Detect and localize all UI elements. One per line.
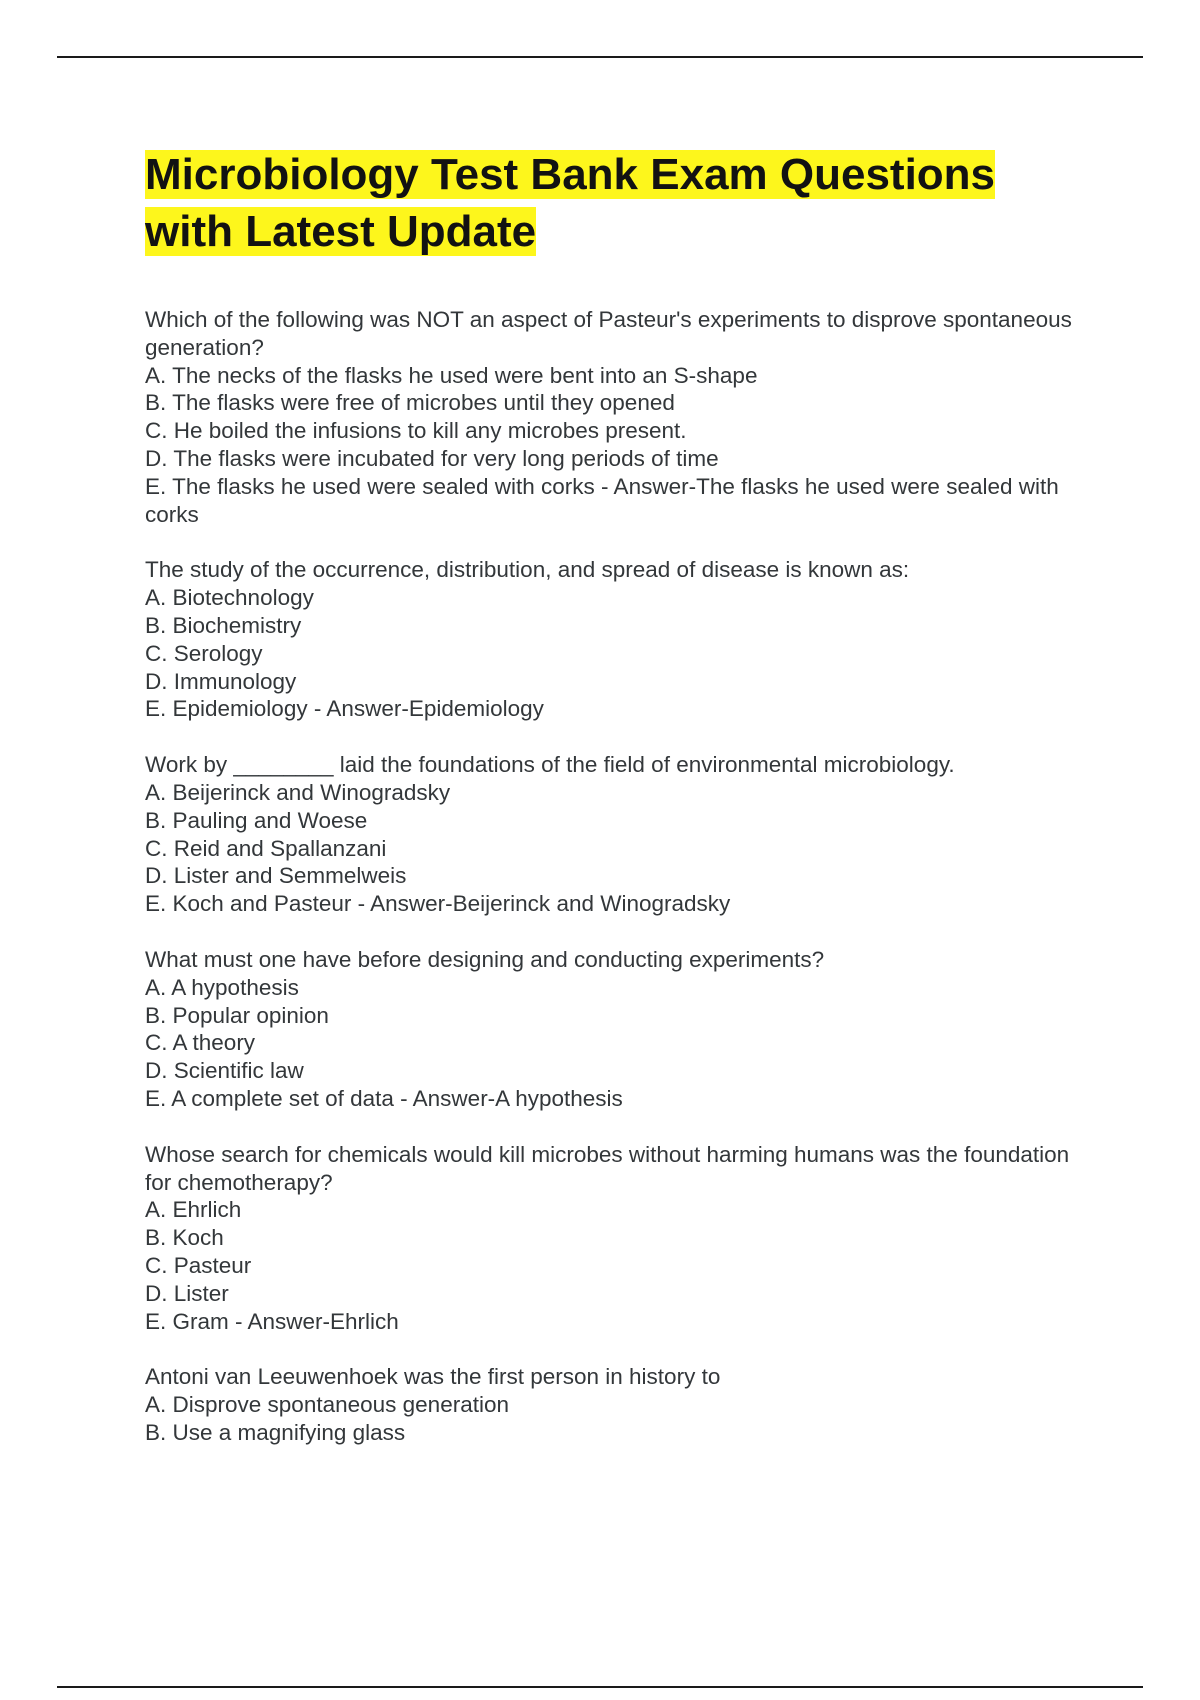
option-d: D. Lister and Semmelweis — [145, 863, 407, 889]
option-a: A. Disprove spontaneous generation — [145, 1392, 509, 1418]
option-b: B. Use a magnifying glass — [145, 1419, 406, 1445]
question-text: What must one have before designing and conducting experiments? — [145, 946, 825, 972]
option-e-answer: E. Koch and Pasteur - Answer-Beijerinck and Winogradsky — [145, 891, 731, 917]
question-text: Whose search for chemicals would kill microbes without harming humans was the foundation for chemotherapy? — [145, 1141, 1070, 1195]
option-d: D. Lister — [145, 1280, 229, 1306]
option-a: A. Beijerinck and Winogradsky — [145, 779, 451, 805]
document-body — [145, 146, 1095, 1447]
option-b: B. Koch — [145, 1225, 224, 1251]
option-e-answer: E. A complete set of data - Answer-A hypothesis — [145, 1085, 623, 1111]
question-text: The study of the occurrence, distribution, and spread of disease is known as: — [145, 557, 910, 583]
option-c: C. Reid and Spallanzani — [145, 835, 387, 861]
question-5 — [145, 1141, 1095, 1336]
question-4 — [145, 946, 1095, 1113]
option-c: C. He boiled the infusions to kill any microbes present. — [145, 418, 687, 444]
bottom-rule — [57, 1686, 1143, 1688]
option-a: A. Ehrlich — [145, 1197, 242, 1223]
top-rule — [57, 56, 1143, 58]
option-c: C. A theory — [145, 1030, 256, 1056]
option-c: C. Serology — [145, 640, 263, 666]
question-6 — [145, 1363, 1095, 1446]
option-b: B. Pauling and Woese — [145, 807, 368, 833]
title-line-2: with Latest Update — [145, 207, 537, 256]
question-3 — [145, 751, 1095, 918]
question-text: Which of the following was NOT an aspect of Pasteur's experiments to disprove spontaneous generation? — [145, 307, 1072, 360]
option-e-answer: E. Epidemiology - Answer-Epidemiology — [145, 696, 544, 722]
option-a: A. The necks of the flasks he used were bent into an S-shape — [145, 362, 758, 388]
option-b: B. The flasks were free of microbes until they opened — [145, 390, 675, 416]
option-b: B. Popular opinion — [145, 1002, 329, 1028]
option-a: A. A hypothesis — [145, 974, 299, 1000]
question-2 — [145, 556, 1095, 723]
document-title — [145, 146, 1095, 260]
option-e-answer: E. Gram - Answer-Ehrlich — [145, 1308, 399, 1334]
option-d: D. Scientific law — [145, 1058, 304, 1084]
question-1 — [145, 306, 1095, 528]
option-a: A. Biotechnology — [145, 585, 314, 611]
option-e-answer: E. The flasks he used were sealed with corks - Answer-The flasks he used were sealed with corks — [145, 473, 1059, 527]
option-d: D. Immunology — [145, 668, 297, 694]
question-text: Work by ________ laid the foundations of the field of environmental microbiology. — [145, 752, 955, 778]
option-b: B. Biochemistry — [145, 612, 302, 638]
title-line-1: Microbiology Test Bank Exam Questions — [145, 150, 996, 199]
question-text: Antoni van Leeuwenhoek was the first person in history to — [145, 1364, 721, 1390]
option-c: C. Pasteur — [145, 1252, 252, 1278]
option-d: D. The flasks were incubated for very long periods of time — [145, 445, 719, 471]
